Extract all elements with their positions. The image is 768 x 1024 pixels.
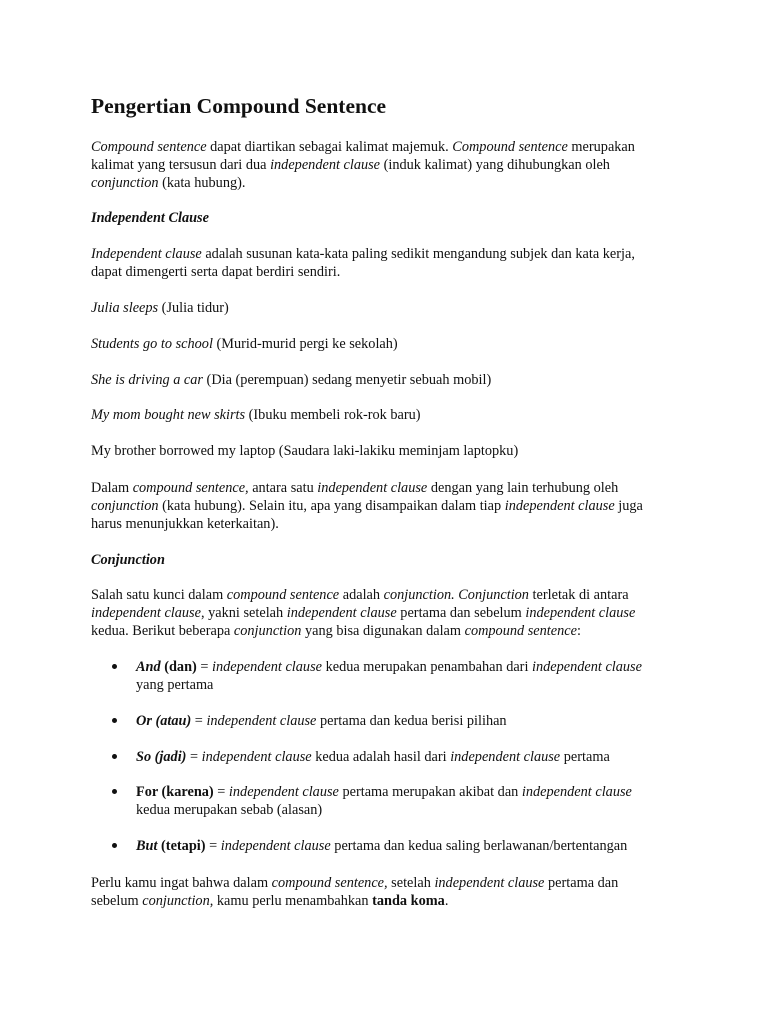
example-1: Julia sleeps (Julia tidur): [91, 300, 229, 316]
conjunction-intro-paragraph: Salah satu kunci dalam compound sentence adalah conjunction. Conjunction terletak di antara independent clause, yakni setelah independent clause pertama dan sebelum independent clause kedua. Berikut beberapa conjunction yang bisa digunakan dalam compound sentence:: [91, 587, 636, 639]
bullet-dot-icon: [112, 664, 117, 669]
bullet-dot-icon: [112, 754, 117, 759]
intro-paragraph: Compound sentence dapat diartikan sebagai kalimat majemuk. Compound sentence merupakan kalimat yang tersusun dari dua independent clause (induk kalimat) yang dihubungkan oleh conjunction (kata hubung).: [91, 139, 635, 191]
bullet-dot-icon: [112, 789, 117, 794]
example-5: My brother borrowed my laptop (Saudara laki-lakiku meminjam laptopku): [91, 443, 519, 459]
conjunction-heading: Conjunction: [91, 552, 165, 568]
document-page: Pengertian Compound Sentence Compound sentence dapat diartikan sebagai kalimat majemuk. Compound sentence merupakan kalimat yang tersusun dari dua independent clause (induk kalimat) yang dihubungkan oleh conjunction (kata hubung). Independent Clause Independent clause adalah susunan kata-kata paling sedikit mengandung subjek dan kata kerja, dapat dimengerti serta dapat berdiri sendiri. Julia sleeps (Julia tidur) Students go to school (Murid-murid pergi ke sekolah) She is driving a car (Dia (perempuan) sedang menyetir sebuah mobil) My mom bought new skirts (Ibuku membeli rok-rok baru) My brother borrowed my laptop (Saudara laki-lakiku meminjam laptopku) Dalam compound sentence, antara satu independent clause dengan yang lain terhubung oleh conjunction (kata hubung). Selain itu, apa yang disampaikan dalam tiap independent clause juga harus menunjukkan keterkaitan). Conjunction Salah satu kunci dalam compound sentence adalah conjunction. Conjunction terletak di antara independent clause, yakni setelah independent clause pertama dan sebelum independent clause kedua. Berikut beberapa conjunction yang bisa digunakan dalam compound sentence: And (dan) = independent clause kedua merupakan penambahan dari independent clause yang pertama Or (atau) = independent clause pertama dan kedua berisi pilihan So (jadi) = independent clause kedua adalah hasil dari independent clause pertama For (karena) = independent clause pertama merupakan akibat dan independent clause kedua merupakan sebab (alasan) But (tetapi) = independent clause pertama dan kedua saling berlawanan/bertentangan Perlu kamu ingat bahwa dalam compound sentence, setelah independent clause pertama dan sebelum conjunction, kamu perlu menambahkan tanda koma.: [0, 0, 768, 1024]
definition-paragraph: Independent clause adalah susunan kata-kata paling sedikit mengandung subjek dan kata kerja, dapat dimengerti serta dapat berdiri sendiri.: [91, 246, 635, 280]
example-3: She is driving a car (Dia (perempuan) sedang menyetir sebuah mobil): [91, 372, 492, 388]
page-title: Pengertian Compound Sentence: [91, 94, 387, 118]
bullet-dot-icon: [112, 843, 117, 848]
example-4: My mom bought new skirts (Ibuku membeli rok-rok baru): [91, 407, 421, 423]
bullet-dot-icon: [112, 718, 117, 723]
example-2: Students go to school (Murid-murid pergi ke sekolah): [91, 336, 398, 352]
relation-paragraph: Dalam compound sentence, antara satu independent clause dengan yang lain terhubung oleh conjunction (kata hubung). Selain itu, apa yang disampaikan dalam tiap independent clause juga harus menunjukkan keterkaitan).: [91, 480, 643, 532]
independent-clause-heading: Independent Clause: [91, 210, 209, 226]
closing-paragraph: Perlu kamu ingat bahwa dalam compound sentence, setelah independent clause pertama dan sebelum conjunction, kamu perlu menambahkan tanda koma.: [91, 875, 619, 909]
